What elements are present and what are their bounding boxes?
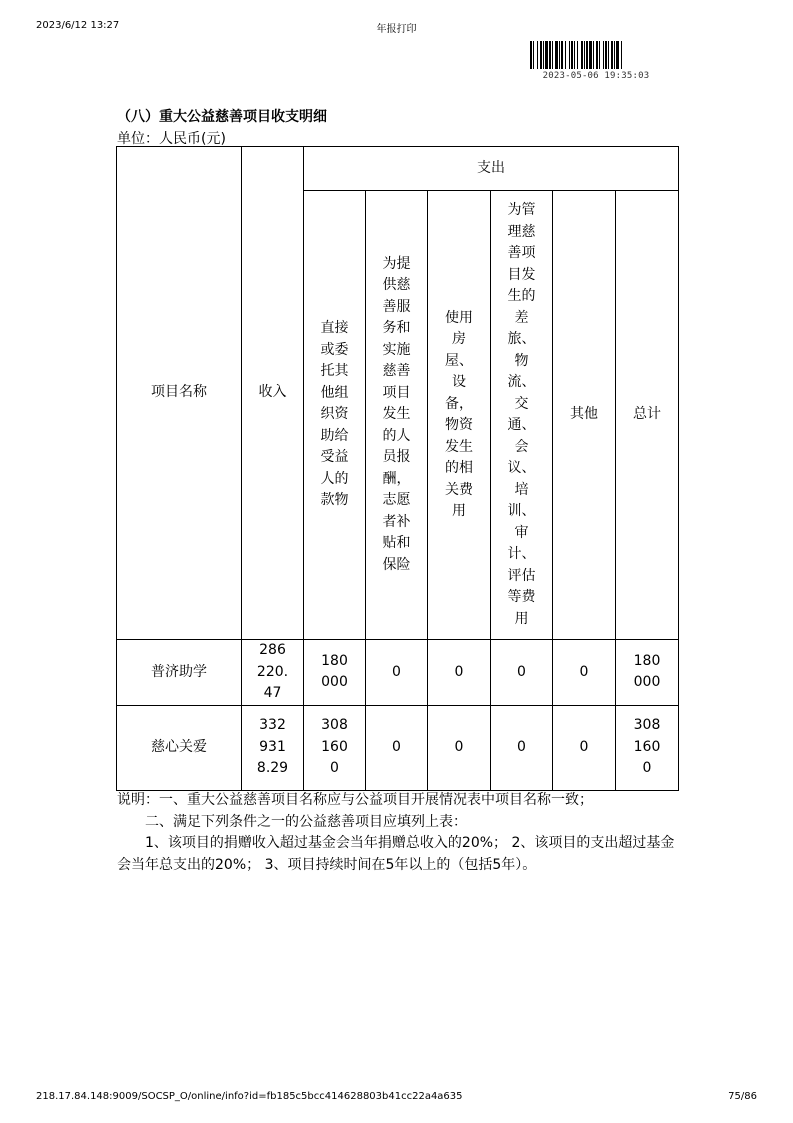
- currency-unit: 单位：人民币(元): [117, 131, 226, 147]
- barcode-image: [530, 41, 662, 69]
- cell-total: [616, 640, 679, 706]
- charity-project-table: [116, 146, 679, 791]
- header-direct-aid: [304, 191, 366, 640]
- header-project-name: 项目名称: [117, 147, 242, 640]
- notes: [117, 790, 683, 876]
- header-income: 收入: [242, 147, 304, 640]
- cell-facilities: 0: [428, 640, 491, 706]
- cell-other: 0: [553, 705, 616, 790]
- cell-personnel: 0: [366, 640, 428, 706]
- section-title: （八）重大公益慈善项目收支明细: [117, 109, 327, 125]
- table-header-row: [117, 147, 679, 191]
- cell-income-text: 3329318.29: [256, 717, 289, 777]
- note-line-1: 说明：一、重大公益慈善项目名称应与公益项目开展情况表中项目名称一致；: [117, 792, 593, 808]
- cell-direct-text: 3081600: [321, 717, 348, 777]
- table-row: [117, 640, 679, 706]
- print-datetime: 2023/6/12 13:27: [36, 20, 120, 31]
- cell-management: 0: [491, 705, 553, 790]
- cell-income: [242, 640, 304, 706]
- header-facilities: [428, 191, 491, 640]
- cell-income: [242, 705, 304, 790]
- note-line-3: 1、该项目的捐赠收入超过基金会当年捐赠总收入的20%； 2、该项目的支出超过基金会当年总支出的20%； 3、项目持续时间在5年以上的（包括5年）。: [117, 835, 675, 873]
- cell-name: 慈心关爱: [117, 705, 242, 790]
- cell-direct: [304, 640, 366, 706]
- cell-facilities: 0: [428, 705, 491, 790]
- header-management-text: 为管理慈善项目发生的差旅、物流、交通、会议、培训、审计、评估等费用: [507, 202, 536, 627]
- header-total: 总计: [616, 191, 679, 640]
- note-line-2: 二、满足下列条件之一的公益慈善项目应填列上表：: [145, 813, 467, 830]
- cell-direct-text: 180000: [321, 652, 348, 691]
- header-personnel: [366, 191, 428, 640]
- header-direct-aid-text: 直接或委托其他组织资助给受益人的款物: [320, 320, 349, 509]
- footer-url: 218.17.84.148:9009/SOCSP_O/online/info?id=fb185c5bcc414628803b41cc22a4a635: [36, 1091, 463, 1102]
- header-facilities-text: 使用房屋、设备，物资发生的相关费用: [445, 309, 473, 519]
- table-row: [117, 705, 679, 790]
- cell-other: 0: [553, 640, 616, 706]
- header-expense-group: 支出: [304, 147, 679, 191]
- page-number: 75/86: [728, 1091, 757, 1102]
- cell-total: [616, 705, 679, 790]
- cell-name: 普济助学: [117, 640, 242, 706]
- header-management: [491, 191, 553, 640]
- cell-total-text: 3081600: [633, 717, 661, 777]
- cell-income-text: 286220.47: [256, 642, 289, 701]
- print-header-title: 年报打印: [376, 24, 417, 35]
- cell-direct: [304, 705, 366, 790]
- cell-management: 0: [491, 640, 553, 706]
- cell-personnel: 0: [366, 705, 428, 790]
- header-other: 其他: [553, 191, 616, 640]
- header-personnel-text: 为提供慈善服务和实施慈善项目发生的人员报酬，志愿者补贴和保险: [382, 255, 411, 573]
- cell-total-text: 180000: [633, 652, 661, 691]
- barcode-timestamp: 2023-05-06 19:35:03: [542, 71, 650, 81]
